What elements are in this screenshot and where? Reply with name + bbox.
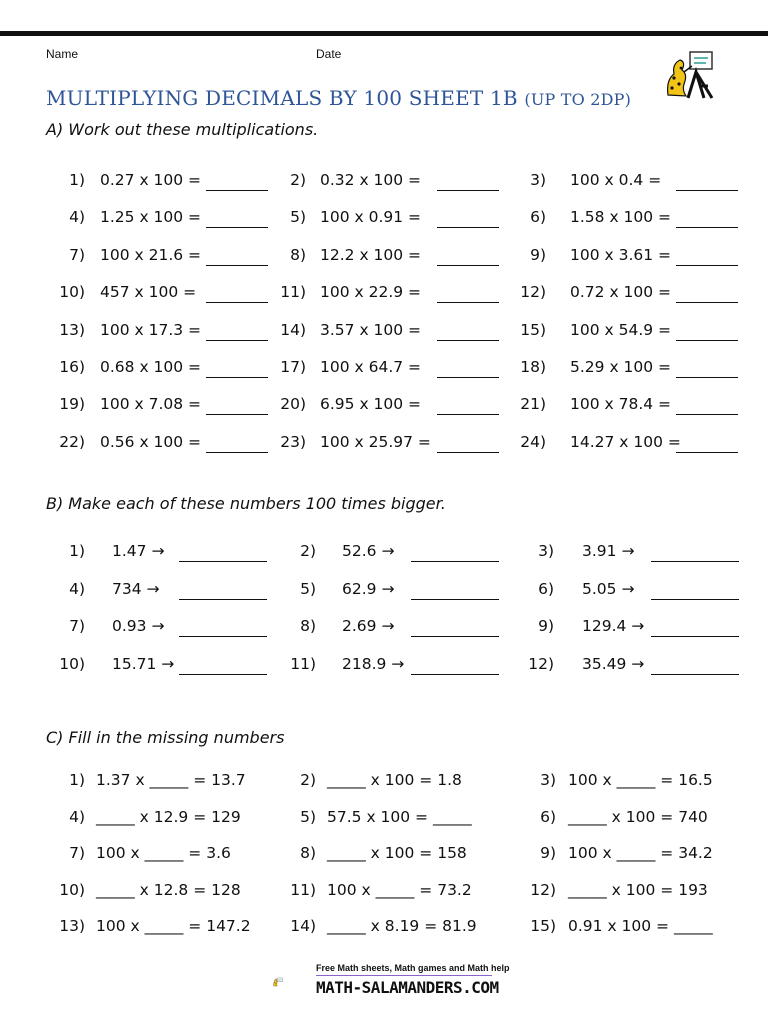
question-expression: 218.9 → — [342, 654, 405, 673]
question-number: 12) — [528, 654, 554, 673]
date-label: Date — [316, 47, 342, 61]
question-expression: 0.93 → — [112, 617, 165, 635]
question-expression: 1.25 x 100 = — [100, 208, 202, 227]
question-number: 9) — [530, 245, 546, 264]
answer-line[interactable] — [206, 340, 268, 341]
answer-line[interactable] — [651, 636, 739, 637]
question-expression: 100 x _____ = 16.5 — [568, 771, 713, 789]
question-number: 6) — [530, 208, 546, 227]
question-number: 5) — [300, 579, 316, 598]
question-number: 2) — [300, 771, 316, 789]
question-number: 5) — [300, 807, 316, 826]
question-number: 9) — [540, 844, 556, 862]
question-expression: 100 x 54.9 = — [570, 320, 672, 339]
question-number: 9) — [538, 617, 554, 635]
question-number: 10) — [59, 880, 85, 899]
answer-line[interactable] — [676, 452, 738, 453]
footer-tagline: Free Math sheets, Math games and Math help — [316, 963, 510, 973]
question-number: 20) — [280, 395, 306, 414]
question-number: 11) — [290, 880, 316, 899]
question-number: 7) — [69, 617, 85, 635]
question-number: 13) — [59, 320, 85, 339]
question-row — [0, 911, 768, 941]
answer-line[interactable] — [411, 674, 499, 675]
question-number: 4) — [69, 208, 85, 227]
footer-rule — [316, 975, 492, 976]
answer-line[interactable] — [437, 377, 499, 378]
question-number: 11) — [280, 283, 306, 302]
answer-line[interactable] — [206, 227, 268, 228]
answer-line[interactable] — [411, 636, 499, 637]
question-number: 3) — [530, 171, 546, 189]
question-expression: 734 → — [112, 579, 160, 598]
answer-line[interactable] — [437, 414, 499, 415]
question-expression: _____ x 8.19 = 81.9 — [327, 917, 477, 935]
question-row — [0, 277, 768, 307]
question-number: 7) — [69, 844, 85, 862]
question-expression: 100 x _____ = 73.2 — [327, 880, 472, 899]
question-number: 24) — [520, 432, 546, 451]
question-expression: 5.29 x 100 = — [570, 358, 672, 376]
answer-line[interactable] — [651, 599, 739, 600]
answer-line[interactable] — [206, 302, 268, 303]
question-expression: 57.5 x 100 = _____ — [327, 807, 472, 826]
answer-line[interactable] — [676, 190, 738, 191]
question-expression: 0.72 x 100 = — [570, 283, 672, 302]
question-expression: 100 x 78.4 = — [570, 395, 672, 414]
question-number: 3) — [540, 771, 556, 789]
question-expression: _____ x 100 = 193 — [568, 880, 708, 899]
question-row — [0, 611, 768, 641]
question-number: 8) — [300, 844, 316, 862]
question-number: 2) — [300, 542, 316, 560]
question-expression: _____ x 100 = 158 — [327, 844, 467, 862]
question-number: 22) — [59, 432, 85, 451]
question-expression: 5.05 → — [582, 579, 635, 598]
question-number: 1) — [69, 542, 85, 560]
question-expression: 100 x 64.7 = — [320, 358, 422, 376]
question-number: 18) — [520, 358, 546, 376]
answer-line[interactable] — [676, 340, 738, 341]
question-number: 23) — [280, 432, 306, 451]
question-number: 12) — [520, 283, 546, 302]
answer-line[interactable] — [651, 561, 739, 562]
answer-line[interactable] — [206, 414, 268, 415]
answer-line[interactable] — [179, 636, 267, 637]
question-row — [0, 649, 768, 679]
answer-line[interactable] — [411, 599, 499, 600]
question-row — [0, 202, 768, 232]
question-row — [0, 802, 768, 832]
question-expression: 52.6 → — [342, 542, 395, 560]
question-expression: 14.27 x 100 = — [570, 432, 681, 451]
question-expression: _____ x 12.9 = 129 — [96, 807, 241, 826]
question-row — [0, 352, 768, 382]
section-c-heading: C) Fill in the missing numbers — [46, 728, 285, 747]
question-expression: 100 x 0.91 = — [320, 208, 422, 227]
answer-line[interactable] — [676, 414, 738, 415]
answer-line[interactable] — [437, 190, 499, 191]
question-expression: 62.9 → — [342, 579, 395, 598]
question-number: 16) — [59, 358, 85, 376]
question-number: 1) — [69, 171, 85, 189]
question-expression: 1.47 → — [112, 542, 165, 560]
question-row — [0, 427, 768, 457]
section-a-heading: A) Work out these multiplications. — [46, 120, 319, 139]
question-number: 15) — [530, 917, 556, 935]
question-row — [0, 838, 768, 868]
question-row — [0, 389, 768, 419]
title-main: MULTIPLYING DECIMALS BY 100 SHEET 1B — [46, 86, 518, 110]
question-number: 8) — [300, 617, 316, 635]
answer-line[interactable] — [437, 340, 499, 341]
question-expression: 100 x _____ = 3.6 — [96, 844, 231, 862]
question-expression: 0.27 x 100 = — [100, 171, 202, 189]
question-row — [0, 536, 768, 566]
answer-line[interactable] — [676, 265, 738, 266]
question-expression: 2.69 → — [342, 617, 395, 635]
question-number: 2) — [290, 171, 306, 189]
question-number: 19) — [59, 395, 85, 414]
question-expression: 100 x 7.08 = — [100, 395, 202, 414]
question-number: 4) — [69, 807, 85, 826]
answer-line[interactable] — [206, 190, 268, 191]
question-expression: 1.58 x 100 = — [570, 208, 672, 227]
salamander-logo-icon — [660, 50, 722, 100]
question-number: 5) — [290, 208, 306, 227]
question-expression: 0.91 x 100 = _____ — [568, 917, 713, 935]
question-row — [0, 315, 768, 345]
answer-line[interactable] — [179, 561, 267, 562]
footer-site: MATH-SALAMANDERS.COM — [316, 978, 499, 997]
question-expression: 100 x 0.4 = — [570, 171, 662, 189]
answer-line[interactable] — [206, 377, 268, 378]
answer-line[interactable] — [411, 561, 499, 562]
question-expression: 3.91 → — [582, 542, 635, 560]
question-number: 17) — [280, 358, 306, 376]
question-expression: 129.4 → — [582, 617, 645, 635]
question-expression: 100 x 3.61 = — [570, 245, 672, 264]
question-number: 4) — [69, 579, 85, 598]
question-number: 12) — [530, 880, 556, 899]
question-expression: 0.56 x 100 = — [100, 432, 202, 451]
question-number: 10) — [59, 283, 85, 302]
answer-line[interactable] — [437, 302, 499, 303]
question-number: 1) — [69, 771, 85, 789]
question-row — [0, 765, 768, 795]
question-expression: 0.68 x 100 = — [100, 358, 202, 376]
question-row — [0, 574, 768, 604]
section-b-heading: B) Make each of these numbers 100 times bigger. — [46, 494, 446, 513]
answer-line[interactable] — [651, 674, 739, 675]
question-expression: _____ x 100 = 740 — [568, 807, 708, 826]
question-number: 3) — [538, 542, 554, 560]
answer-line[interactable] — [179, 674, 267, 675]
question-number: 10) — [59, 654, 85, 673]
question-expression: 1.37 x _____ = 13.7 — [96, 771, 246, 789]
question-row — [0, 875, 768, 905]
answer-line[interactable] — [206, 265, 268, 266]
page-title — [46, 86, 631, 110]
title-suffix: (UP TO 2DP) — [524, 90, 632, 109]
answer-line[interactable] — [676, 227, 738, 228]
question-number: 14) — [280, 320, 306, 339]
question-expression: 100 x 17.3 = — [100, 320, 202, 339]
question-expression: 100 x _____ = 34.2 — [568, 844, 713, 862]
top-rule — [0, 31, 768, 36]
question-number: 21) — [520, 395, 546, 414]
question-row — [0, 240, 768, 270]
question-expression: 457 x 100 = — [100, 283, 197, 302]
question-expression: 3.57 x 100 = — [320, 320, 422, 339]
question-number: 6) — [540, 807, 556, 826]
question-number: 13) — [59, 917, 85, 935]
salamander-footer-icon — [270, 962, 316, 1002]
answer-line[interactable] — [437, 227, 499, 228]
answer-line[interactable] — [179, 599, 267, 600]
answer-line[interactable] — [437, 265, 499, 266]
question-expression: 100 x 22.9 = — [320, 283, 422, 302]
question-expression: 12.2 x 100 = — [320, 245, 422, 264]
question-number: 8) — [290, 245, 306, 264]
name-label: Name — [46, 47, 79, 61]
question-expression: 6.95 x 100 = — [320, 395, 422, 414]
question-expression: _____ x 12.8 = 128 — [96, 880, 241, 899]
question-expression: 100 x 21.6 = — [100, 245, 202, 264]
answer-line[interactable] — [206, 452, 268, 453]
question-number: 15) — [520, 320, 546, 339]
question-expression: 100 x _____ = 147.2 — [96, 917, 251, 935]
answer-line[interactable] — [676, 377, 738, 378]
question-number: 11) — [290, 654, 316, 673]
question-expression: 35.49 → — [582, 654, 645, 673]
question-expression: 100 x 25.97 = — [320, 432, 431, 451]
answer-line[interactable] — [437, 452, 499, 453]
question-number: 14) — [290, 917, 316, 935]
question-expression: 0.32 x 100 = — [320, 171, 422, 189]
question-number: 6) — [538, 579, 554, 598]
question-expression: _____ x 100 = 1.8 — [327, 771, 462, 789]
question-expression: 15.71 → — [112, 654, 175, 673]
question-row — [0, 165, 768, 195]
answer-line[interactable] — [676, 302, 738, 303]
question-number: 7) — [69, 245, 85, 264]
